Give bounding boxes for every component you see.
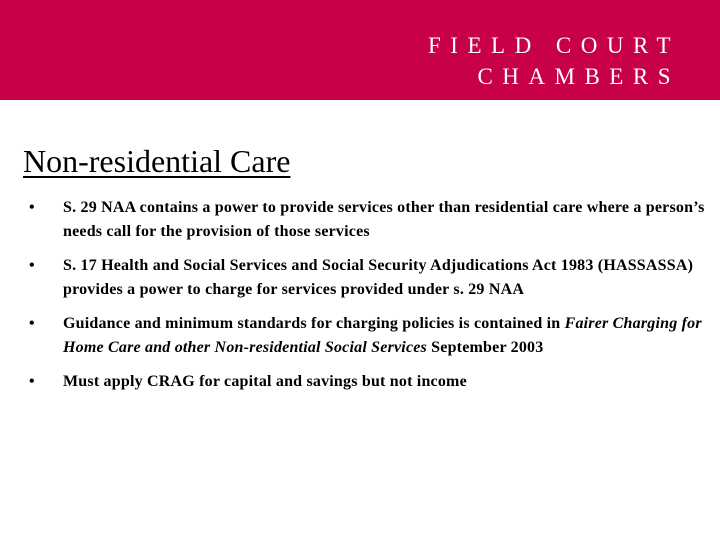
bullet-item	[23, 196, 713, 244]
bullet-marker: •	[29, 315, 35, 332]
brand-line-2: CHAMBERS	[477, 64, 680, 89]
bullet-item	[23, 254, 713, 302]
bullet-item	[23, 370, 713, 394]
slide-title: Non-residential Care	[23, 143, 291, 179]
bullet-marker: •	[29, 257, 35, 274]
brand-logo	[428, 30, 680, 92]
bullet-text: Must apply CRAG for capital and savings but not income	[63, 373, 467, 390]
bullet-text-after: September 2003	[426, 339, 544, 356]
header-band	[0, 0, 720, 100]
bullet-text-before: Guidance and minimum standards for charging policies is contained in	[63, 315, 565, 332]
brand-line-1: FIELD COURT	[428, 33, 680, 58]
bullet-item	[23, 312, 713, 360]
bullet-marker: •	[29, 373, 35, 390]
bullet-marker: •	[29, 199, 35, 216]
bullet-list	[23, 196, 713, 404]
bullet-text-italic: Fairer Charging for Home Care and other Non-residential Social Services	[63, 315, 702, 356]
bullet-text: S. 17 Health and Social Services and Social Security Adjudications Act 1983 (HASSASSA) provides a power to charge for services provided under s. 29 NAA	[63, 257, 694, 298]
bullet-text: S. 29 NAA contains a power to provide services other than residential care where a person’s needs call for the provision of those services	[63, 199, 705, 240]
